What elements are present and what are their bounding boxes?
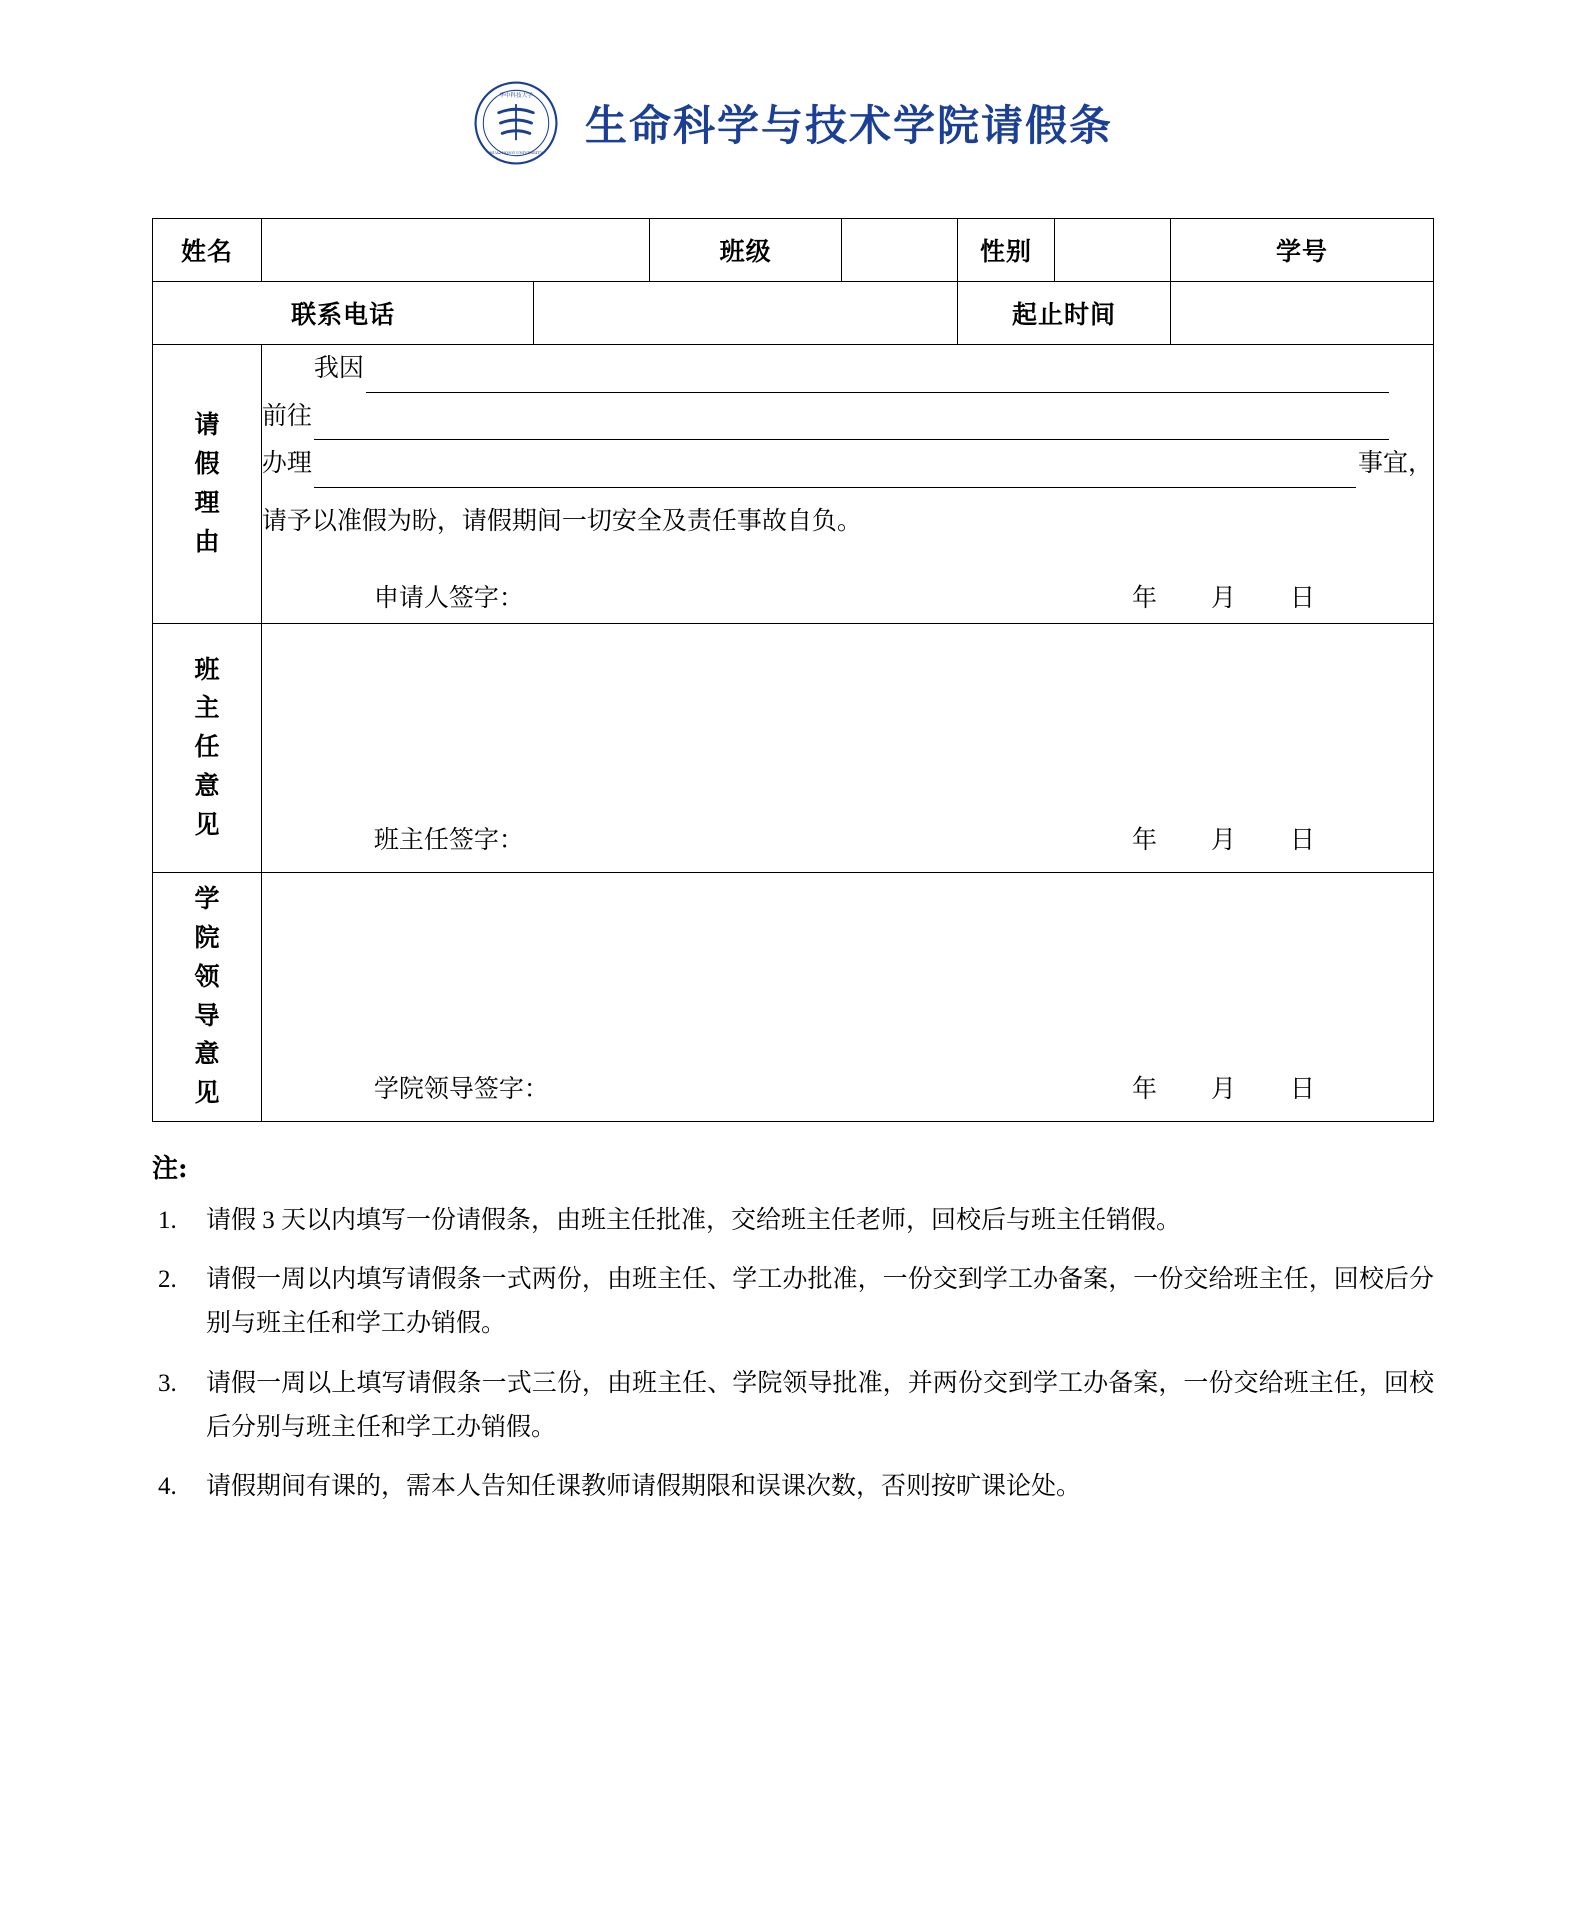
reason-line3-suffix: 事宜，	[1357, 450, 1433, 477]
page-title: 生命科学与技术学院请假条	[584, 101, 1113, 150]
reason-line-1	[262, 345, 1433, 393]
notes-title: 注:	[152, 1153, 188, 1184]
teacher-side-label: 班 主 任 意 见	[153, 623, 262, 872]
document-header	[128, 80, 1458, 166]
period-label: 起止时间	[958, 282, 1171, 345]
note-number: 2.	[158, 1266, 177, 1294]
leave-request-form-table	[152, 218, 1434, 1122]
college-signature-row	[262, 1069, 1433, 1105]
reason-line3-prefix: 办理	[261, 450, 312, 477]
table-row-basic-info	[153, 219, 1434, 282]
teacher-date-fields[interactable]	[1132, 820, 1433, 856]
note-number: 4.	[158, 1473, 177, 1501]
reason-line1-input[interactable]	[366, 364, 1389, 393]
reason-content	[261, 345, 1433, 624]
college-date-fields[interactable]	[1132, 1069, 1433, 1105]
applicant-date-fields[interactable]	[1132, 575, 1433, 623]
college-opinion-content[interactable]	[261, 872, 1433, 1121]
class-label: 班级	[650, 219, 842, 282]
university-seal-logo	[473, 80, 559, 166]
teacher-signature-row	[262, 820, 1433, 856]
list-item	[152, 1362, 1434, 1450]
notes-section	[152, 1122, 1434, 1510]
table-row-teacher-opinion	[153, 623, 1434, 872]
teacher-signature-label: 班主任签字：	[373, 826, 524, 854]
teacher-opinion-content[interactable]	[261, 623, 1433, 872]
reason-line-2	[262, 393, 1433, 441]
list-item	[152, 1258, 1434, 1346]
name-label: 姓名	[153, 219, 262, 282]
applicant-month-label: 月	[1210, 585, 1236, 612]
note-text: 请假期间有课的，需本人告知任课教师请假期限和误课次数，否则按旷课论处。	[206, 1473, 1082, 1501]
period-field[interactable]	[1171, 282, 1434, 345]
list-item	[152, 1465, 1434, 1509]
note-text: 请假一周以内填写请假条一式两份，由班主任、学工办批准，一份交到学工办备案，一份交给班主任，回校后分别与班主任和学工办销假。	[206, 1266, 1434, 1337]
teacher-month-label: 月	[1210, 826, 1236, 854]
phone-field[interactable]	[534, 282, 958, 345]
reason-line-3	[262, 440, 1433, 488]
gender-label: 性别	[958, 219, 1055, 282]
gender-field[interactable]	[1055, 219, 1171, 282]
class-field[interactable]	[842, 219, 958, 282]
reason-line2-input[interactable]	[314, 411, 1389, 440]
applicant-day-label: 日	[1289, 585, 1315, 612]
reason-line2-prefix: 前往	[261, 402, 312, 430]
college-day-label: 日	[1289, 1075, 1315, 1103]
name-field[interactable]	[261, 219, 649, 282]
svg-text:HUAZHONG UNIVERSITY: HUAZHONG UNIVERSITY	[489, 149, 543, 155]
table-row-contact	[153, 282, 1434, 345]
table-row-reason	[153, 345, 1434, 624]
table-row-college-opinion	[153, 872, 1434, 1121]
phone-label: 联系电话	[153, 282, 534, 345]
applicant-signature-label: 申请人签字：	[373, 585, 524, 612]
reason-side-label: 请 假 理 由	[153, 345, 262, 624]
teacher-day-label: 日	[1289, 826, 1315, 854]
svg-text:华中科技大学: 华中科技大学	[499, 93, 533, 100]
note-text: 请假 3 天以内填写一份请假条，由班主任批准，交给班主任老师，回校后与班主任销假。	[206, 1206, 1182, 1234]
reason-line1-prefix: 我因	[313, 355, 364, 382]
college-signature-label: 学院领导签字：	[373, 1075, 549, 1103]
college-side-label: 学 院 领 导 意 见	[153, 872, 262, 1121]
note-number: 1.	[158, 1206, 177, 1234]
college-year-label: 年	[1131, 1075, 1157, 1103]
note-text: 请假一周以上填写请假条一式三份，由班主任、学院领导批准，并两份交到学工办备案，一份交给班主任，回校后分别与班主任和学工办销假。	[206, 1369, 1434, 1441]
reason-line3-input[interactable]	[314, 459, 1356, 488]
applicant-year-label: 年	[1131, 585, 1157, 612]
student-id-label: 学号	[1171, 219, 1434, 282]
list-item	[152, 1199, 1434, 1243]
teacher-year-label: 年	[1131, 826, 1157, 854]
college-month-label: 月	[1210, 1075, 1236, 1103]
reason-statement: 请予以准假为盼，请假期间一切安全及责任事故自负。	[261, 507, 862, 535]
applicant-signature-row	[262, 575, 1433, 623]
note-number: 3.	[158, 1369, 177, 1397]
